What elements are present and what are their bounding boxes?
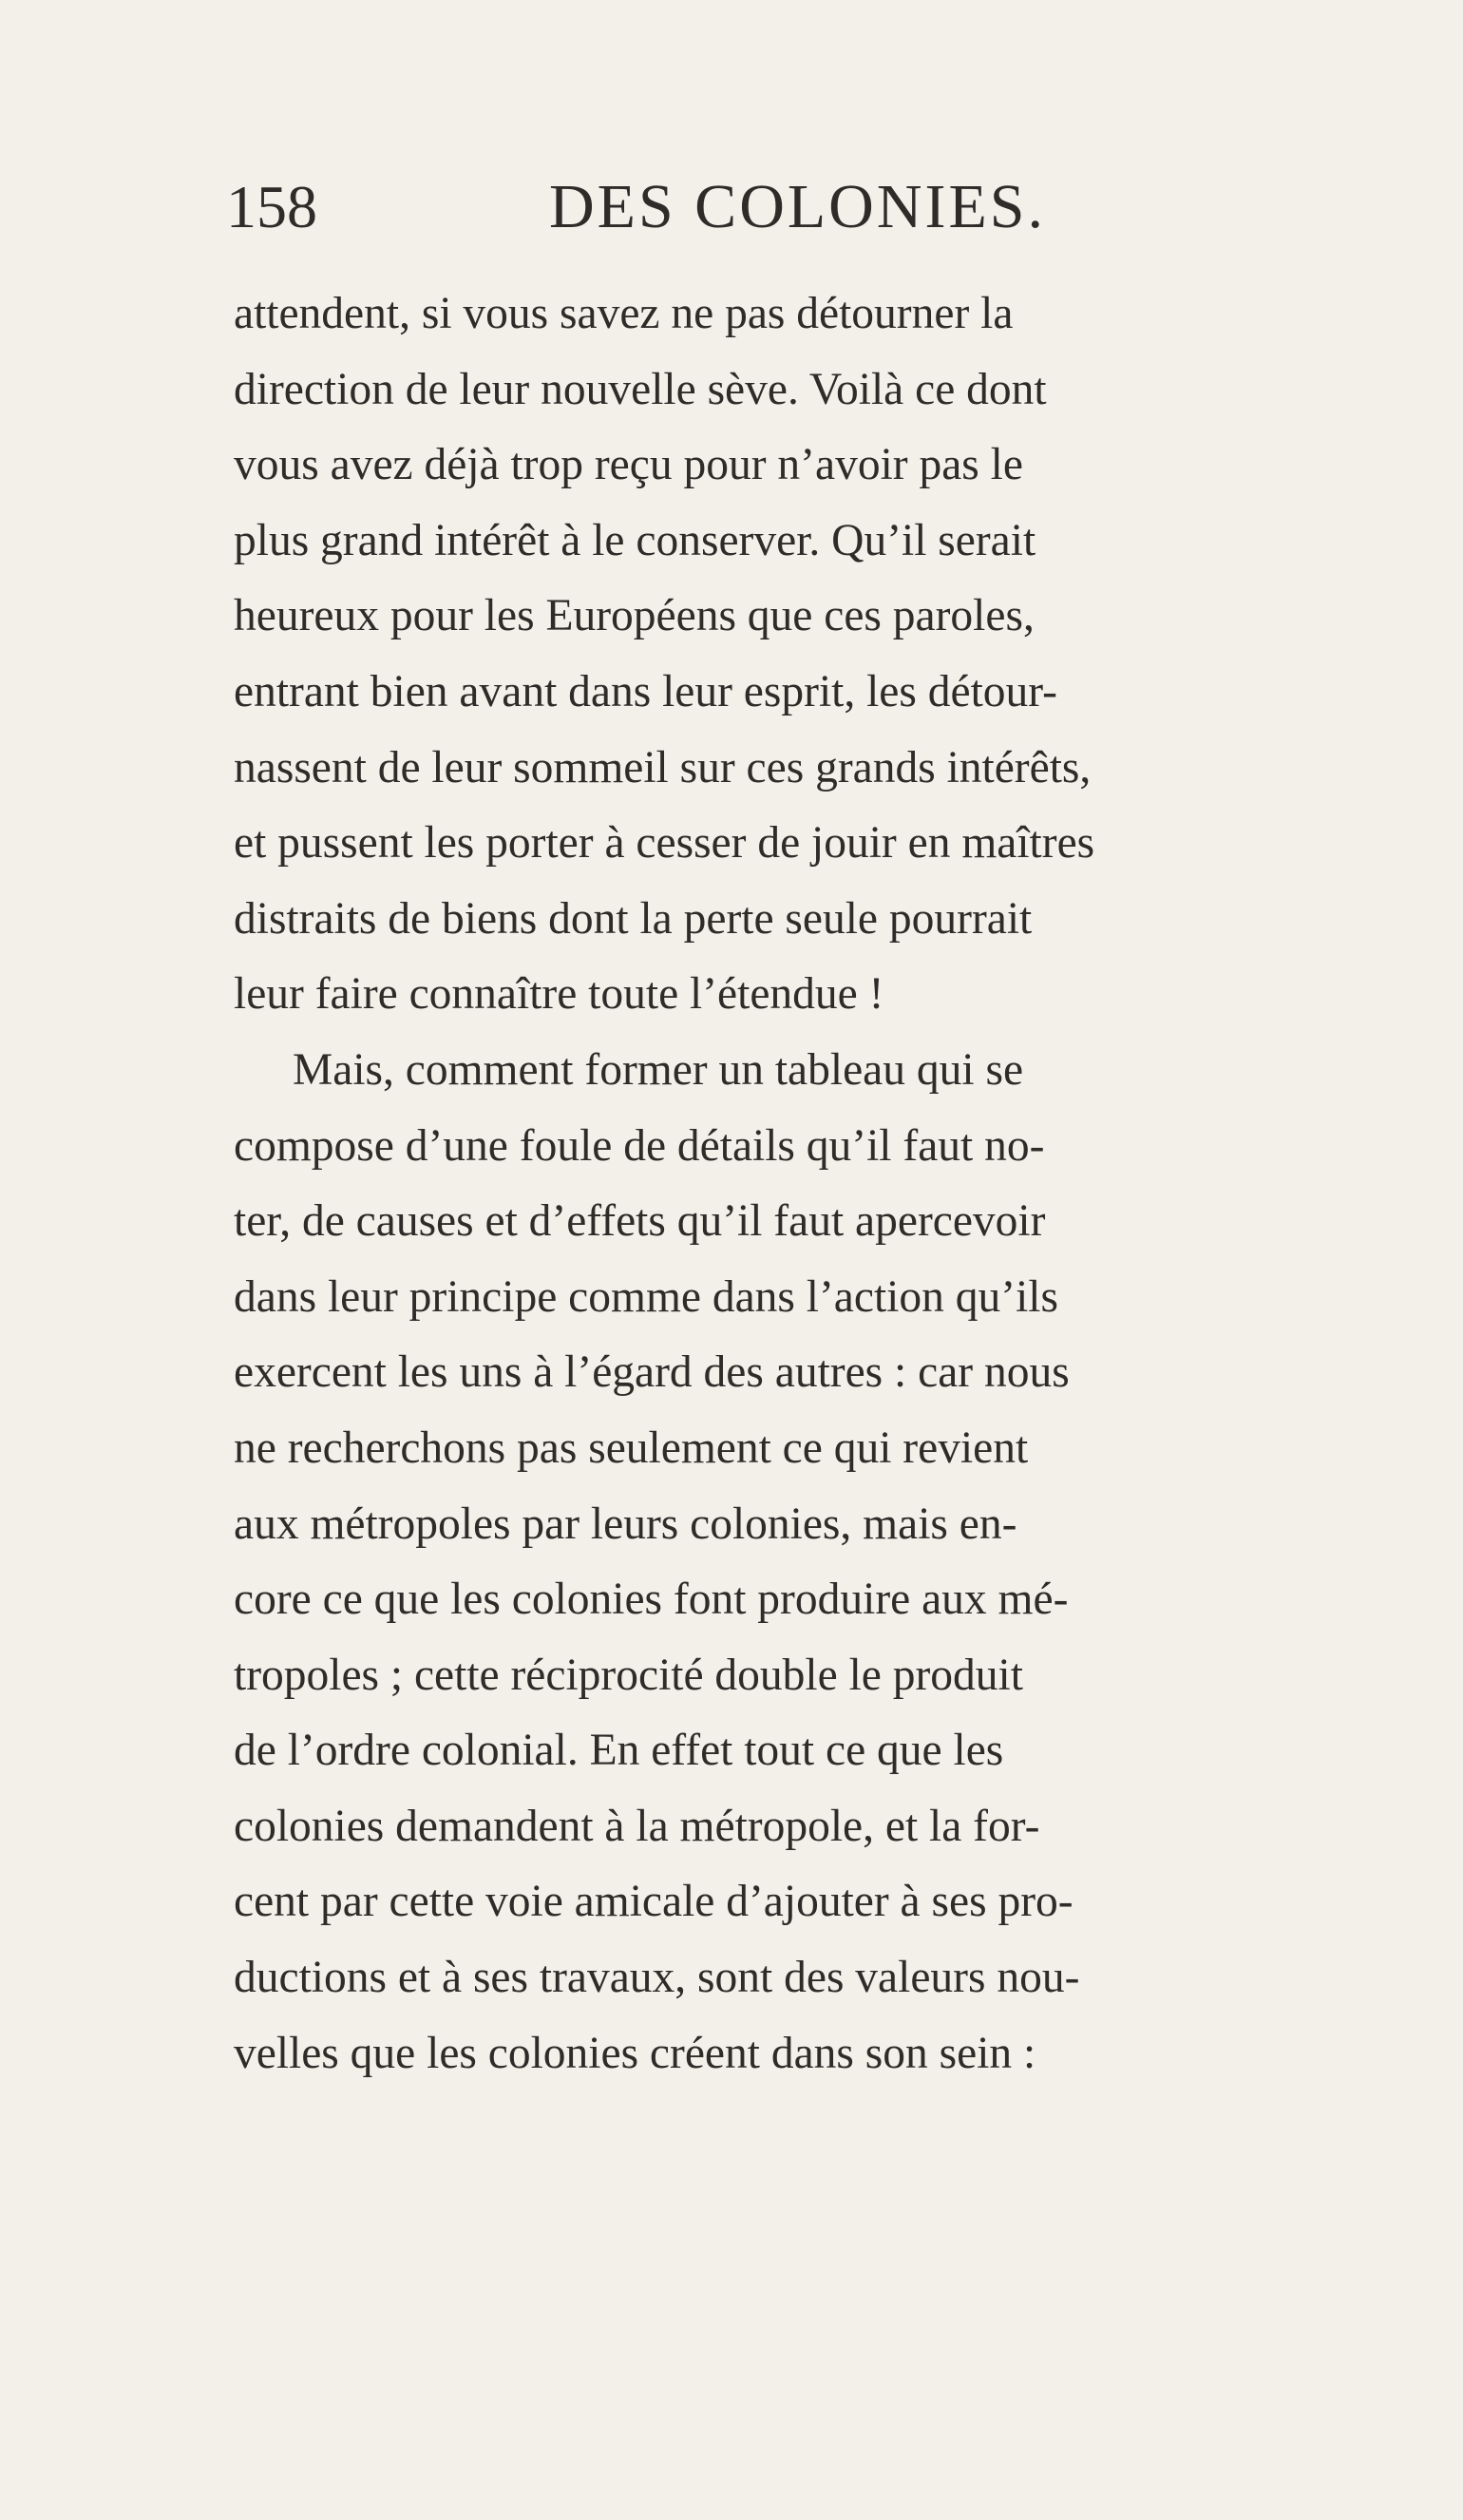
text-line: plus grand intérêt à le conserver. Qu’il serait xyxy=(234,515,1036,565)
page-number: 158 xyxy=(226,173,317,240)
text-line: direction de leur nouvelle sève. Voilà ce dont xyxy=(234,364,1047,414)
text-line: vous avez déjà trop reçu pour n’avoir pas le xyxy=(234,440,1023,490)
text-line: colonies demandent à la métropole, et la for- xyxy=(234,1801,1040,1851)
paragraph-first-line: Mais, comment former un tableau qui se xyxy=(293,1044,1024,1095)
text-line: heureux pour les Européens que ces paroles, xyxy=(234,591,1035,641)
text-line: velles que les colonies créent dans son sein : xyxy=(234,2028,1036,2078)
text-line: cent par cette voie amicale d’ajouter à ses pro- xyxy=(234,1877,1074,1927)
text-line: et pussent les porter à cesser de jouir en maîtres xyxy=(234,818,1095,869)
text-line: compose d’une foule de détails qu’il faut no- xyxy=(234,1120,1045,1171)
text-line: entrant bien avant dans leur esprit, les détour- xyxy=(234,666,1057,716)
text-line: aux métropoles par leurs colonies, mais en- xyxy=(234,1499,1017,1549)
text-line: exercent les uns à l’égard des autres : car nous xyxy=(234,1347,1070,1398)
text-line: attendent, si vous savez ne pas détourner la xyxy=(234,289,1014,338)
text-line: tropoles ; cette réciprocité double le produit xyxy=(234,1650,1023,1700)
running-title: DES COLONIES. xyxy=(549,172,1047,241)
text-line: ductions et à ses travaux, sont des valeurs nou- xyxy=(234,1953,1080,2003)
text-line: dans leur principe comme dans l’action qu’ils xyxy=(234,1271,1058,1322)
text-line: distraits de biens dont la perte seule pourrait xyxy=(234,893,1033,944)
body-text xyxy=(234,277,1374,2091)
text-line: nassent de leur sommeil sur ces grands intérêts, xyxy=(234,742,1092,792)
text-line: leur faire connaître toute l’étendue ! xyxy=(234,969,884,1020)
page-header xyxy=(226,169,1290,245)
text-line: ne recherchons pas seulement ce qui revient xyxy=(234,1422,1029,1473)
text-line: ter, de causes et d’effets qu’il faut apercevoir xyxy=(234,1196,1046,1247)
text-line: core ce que les colonies font produire aux mé- xyxy=(234,1575,1069,1625)
text-line: de l’ordre colonial. En effet tout ce que les xyxy=(234,1726,1004,1776)
